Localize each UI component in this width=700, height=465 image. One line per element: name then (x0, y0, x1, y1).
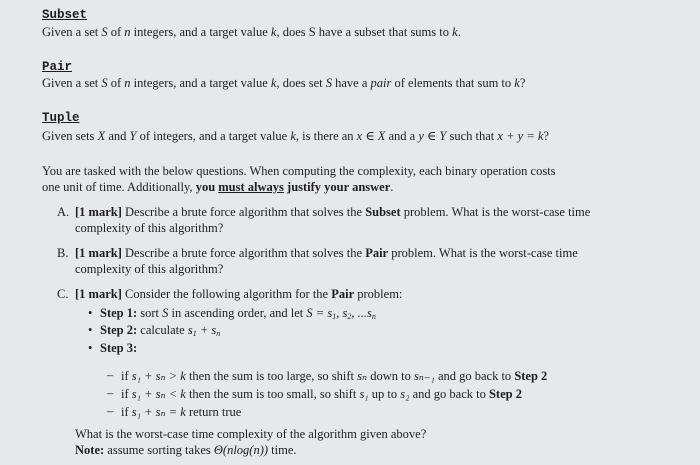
question-c-prompt: What is the worst-case time complexity of the algorithm given above? (75, 427, 427, 441)
subset-description: Given a set S of n integers, and a target value k, does S have a subset that sums to k. (42, 25, 461, 39)
question-a-label: A. (57, 205, 70, 219)
subset-heading: Subset (42, 8, 88, 22)
bullet-icon: • (88, 323, 93, 337)
step-3-case-less: if s₁ + sₙ < k then the sum is too small, so shift s₁ up to s₂ and go back to Step 2 (121, 387, 522, 401)
question-c-line-1: [1 mark] Consider the following algorithm for the Pair problem: (75, 287, 403, 301)
tuple-heading: Tuple (42, 111, 80, 125)
dash-icon: – (107, 368, 114, 382)
step-1: Step 1: sort S in ascending order, and let $S = s_1$, $s_2$, $...s_n$ (100, 306, 376, 321)
sorting-note: Note: assume sorting takes Θ(nlog(n)) time. (75, 443, 297, 457)
step-3-label: Step 3: (100, 341, 138, 355)
step-2: Step 2: calculate $s_1 + s_n$ (100, 323, 221, 338)
bullet-icon: • (88, 341, 93, 355)
question-c-label: C. (57, 287, 69, 301)
question-b-line-1: [1 mark] Describe a brute force algorithm that solves the Pair problem. What is the worst-case time (75, 246, 578, 260)
dash-icon: – (107, 404, 114, 418)
intro-line-2: one unit of time. Additionally, you must always justify your answer. (42, 180, 394, 194)
question-a-line-2: complexity of this algorithm? (75, 221, 224, 235)
question-b-line-2: complexity of this algorithm? (75, 262, 224, 276)
question-a-line-1: [1 mark] Describe a brute force algorithm that solves the Subset problem. What is the worst-case time (75, 205, 591, 219)
tuple-description: Given sets X and Y of integers, and a target value k, is there an x ∈ X and a y ∈ Y such that x + y = k? (42, 129, 549, 143)
step-3-case-greater: if s₁ + sₙ > k then the sum is too large, so shift sₙ down to sₙ₋₁ and go back to Step 2 (121, 369, 548, 383)
dash-icon: – (107, 386, 114, 400)
step-3-case-equal: if s₁ + sₙ = k return true (121, 405, 242, 419)
pair-heading: Pair (42, 60, 73, 74)
intro-line-1: You are tasked with the below questions. When computing the complexity, each binary operation costs (42, 164, 556, 178)
bullet-icon: • (88, 306, 93, 320)
pair-description: Given a set S of n integers, and a target value k, does set S have a pair of elements that sum to k? (42, 76, 526, 90)
question-b-label: B. (57, 246, 69, 260)
